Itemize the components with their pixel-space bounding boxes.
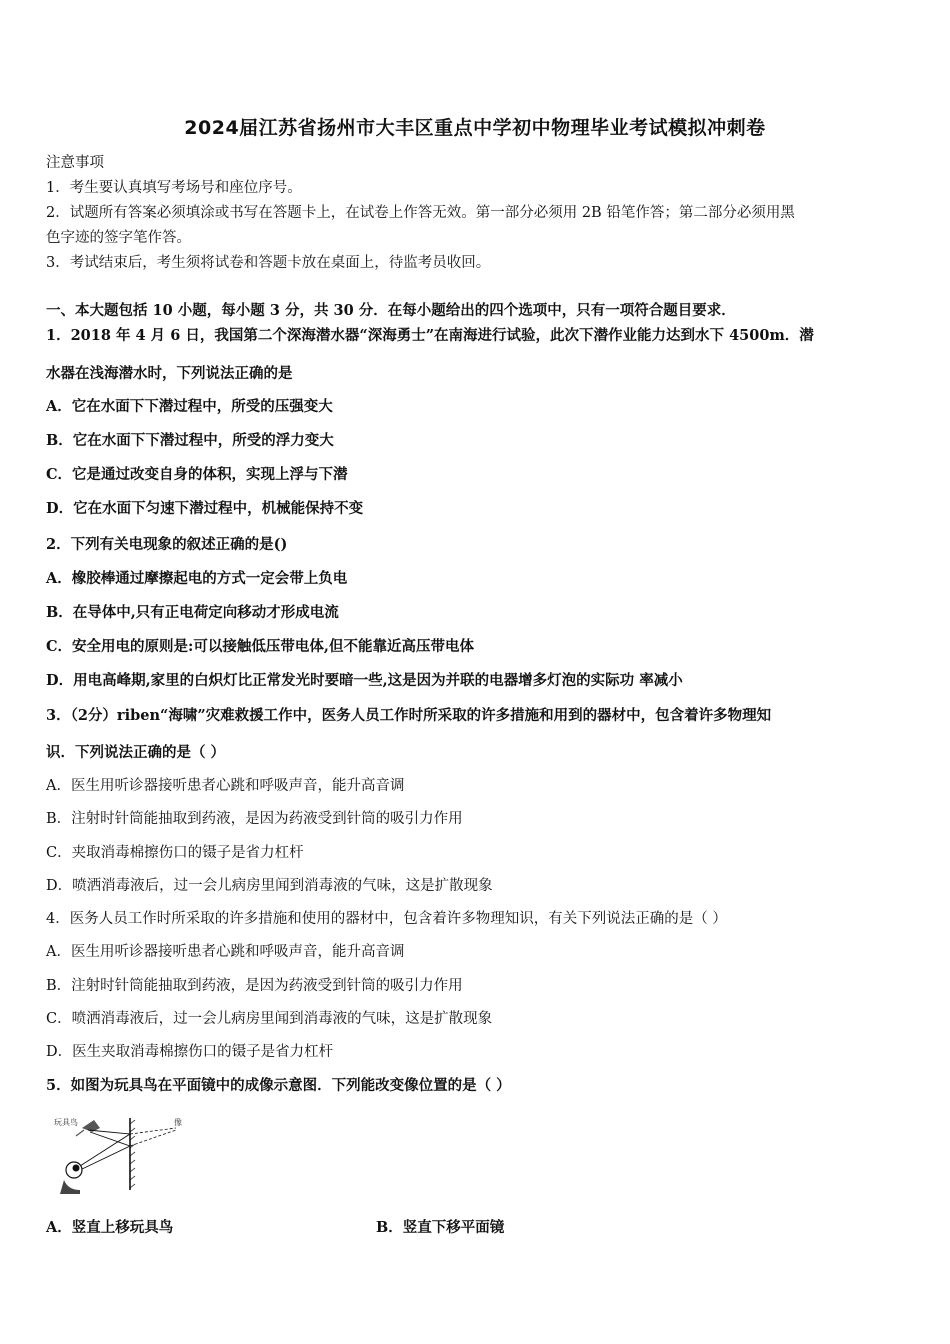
q5-option-b: B．竖直下移平面镜 bbox=[376, 1219, 505, 1236]
toy-bird-icon bbox=[76, 1120, 100, 1136]
q4-option-d: D．医生夹取消毒棉擦伤口的镊子是省力杠杆 bbox=[46, 1044, 334, 1060]
q1-stem-line2: 水器在浅海潜水时，下列说法正确的是 bbox=[46, 365, 293, 382]
q4-option-b: B．注射时针筒能抽取到药液，是因为药液受到针筒的吸引力作用 bbox=[46, 978, 463, 994]
notice-item: 色字迹的签字笔作答。 bbox=[46, 230, 191, 246]
section-heading: 一、本大题包括 10 小题，每小题 3 分，共 30 分．在每小题给出的四个选项中，只有一项符合题目要求． bbox=[46, 302, 736, 319]
q5-stem: 5．如图为玩具鸟在平面镜中的成像示意图．下列能改变像位置的是（ ） bbox=[46, 1077, 511, 1094]
notice-heading: 注意事项 bbox=[46, 155, 104, 171]
q4-option-c: C．喷洒消毒液后，过一会儿病房里闻到消毒液的气味，这是扩散现象 bbox=[46, 1011, 493, 1027]
figure-label-toy-bird: 玩具鸟 bbox=[54, 1118, 78, 1127]
q4-option-a: A．医生用听诊器接听患者心跳和呼吸声音，能升高音调 bbox=[46, 944, 405, 960]
notice-item: 3．考试结束后，考生须将试卷和答题卡放在桌面上，待监考员收回。 bbox=[46, 255, 491, 271]
notice-item: 2．试题所有答案必须填涂或书写在答题卡上，在试卷上作答无效。第一部分必须用 2B 铅笔作答；第二部分必须用黑 bbox=[46, 205, 795, 221]
q5-option-a: A．竖直上移玩具鸟 bbox=[46, 1219, 174, 1236]
q3-option-b: B．注射时针筒能抽取到药液，是因为药液受到针筒的吸引力作用 bbox=[46, 811, 463, 827]
q2-option-b: B．在导体中,只有正电荷定向移动才形成电流 bbox=[46, 604, 339, 621]
light-rays bbox=[80, 1128, 176, 1170]
q2-stem: 2．下列有关电现象的叙述正确的是() bbox=[46, 536, 288, 553]
q3-option-d: D．喷洒消毒液后，过一会儿病房里闻到消毒液的气味，这是扩散现象 bbox=[46, 878, 493, 894]
q1-option-b: B．它在水面下下潜过程中，所受的浮力变大 bbox=[46, 432, 334, 449]
mirror-diagram bbox=[44, 1110, 194, 1196]
q1-option-c: C．它是通过改变自身的体积，实现上浮与下潜 bbox=[46, 466, 348, 483]
figure-label-image: 像 bbox=[174, 1118, 182, 1127]
q2-option-c: C．安全用电的原则是:可以接触低压带电体,但不能靠近高压带电体 bbox=[46, 638, 474, 655]
q3-stem-line2: 识．下列说法正确的是（ ） bbox=[46, 744, 226, 761]
q2-option-d: D．用电高峰期,家里的白炽灯比正常发光时要暗一些,这是因为并联的电器增多灯泡的实际功 率减小 bbox=[46, 672, 683, 689]
q1-stem-line1: 1．2018 年 4 月 6 日，我国第二个深海潜水器“深海勇士”在南海进行试验，此次下潜作业能力达到水下 4500m．潜 bbox=[46, 327, 814, 344]
observer-eye-icon bbox=[60, 1162, 82, 1194]
q2-option-a: A．橡胶棒通过摩擦起电的方式一定会带上负电 bbox=[46, 570, 348, 587]
q3-option-a: A．医生用听诊器接听患者心跳和呼吸声音，能升高音调 bbox=[46, 778, 405, 794]
notice-item: 1．考生要认真填写考场号和座位序号。 bbox=[46, 180, 302, 196]
q3-stem-line1: 3．（2分）riben“海啸”灾难救援工作中，医务人员工作时所采取的许多措施和用到的器材中，包含着许多物理知 bbox=[46, 707, 772, 724]
q3-option-c: C．夹取消毒棉擦伤口的镊子是省力杠杆 bbox=[46, 845, 304, 861]
page-title: 2024届江苏省扬州市大丰区重点中学初中物理毕业考试模拟冲刺卷 bbox=[184, 117, 766, 139]
q1-option-a: A．它在水面下下潜过程中，所受的压强变大 bbox=[46, 398, 333, 415]
q1-option-d: D．它在水面下匀速下潜过程中，机械能保持不变 bbox=[46, 500, 364, 517]
q4-stem: 4．医务人员工作时所采取的许多措施和使用的器材中，包含着许多物理知识，有关下列说法正确的是（ ） bbox=[46, 911, 727, 927]
